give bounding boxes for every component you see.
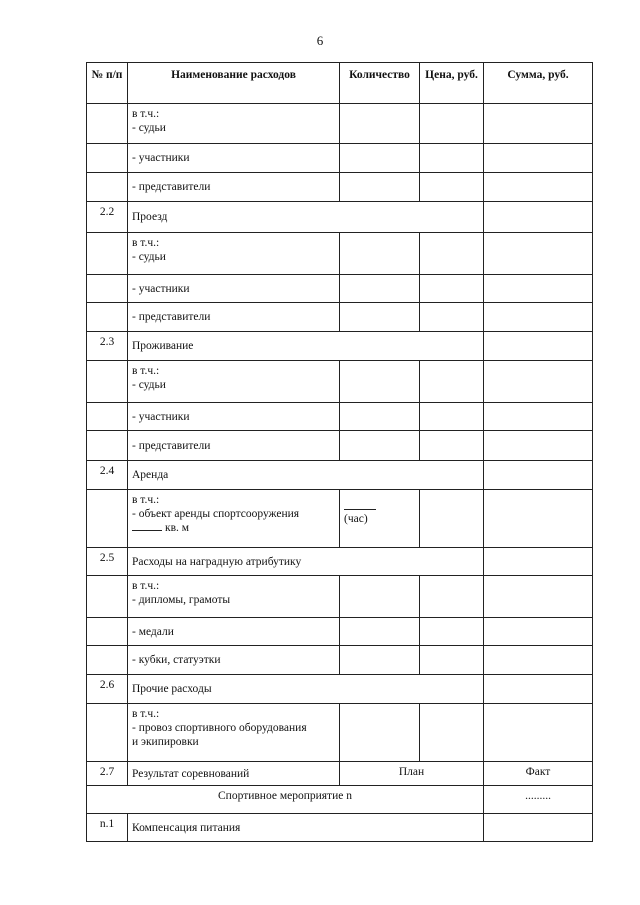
expenses-table bbox=[86, 62, 593, 842]
row-label: в т.ч.: - судьи bbox=[128, 233, 340, 275]
table-row bbox=[87, 361, 593, 403]
row-number: 2.2 bbox=[87, 202, 128, 233]
row-label: - участники bbox=[128, 275, 340, 303]
row-number: 2.6 bbox=[87, 675, 128, 704]
fact-label: Факт bbox=[484, 762, 593, 786]
row-label: в т.ч.: - судьи bbox=[128, 104, 340, 144]
section-title: Аренда bbox=[128, 461, 484, 490]
table-row bbox=[87, 144, 593, 173]
row-label: - участники bbox=[128, 403, 340, 431]
table-row bbox=[87, 576, 593, 618]
table-row bbox=[87, 431, 593, 461]
section-row-2-2 bbox=[87, 202, 593, 233]
section-title: Компенсация питания bbox=[128, 814, 484, 842]
hours-blank bbox=[344, 509, 376, 510]
event-row bbox=[87, 786, 593, 814]
table-header-row bbox=[87, 63, 593, 104]
row-label: - представители bbox=[128, 303, 340, 332]
row-number: 2.4 bbox=[87, 461, 128, 490]
event-title: Спортивное мероприятие n bbox=[87, 786, 484, 814]
header-sum: Сумма, руб. bbox=[484, 63, 593, 104]
row-label: в т.ч.: - дипломы, грамоты bbox=[128, 576, 340, 618]
header-name: Наименование расходов bbox=[128, 63, 340, 104]
row-label: в т.ч.: - провоз спортивного оборудования и экипировки bbox=[128, 704, 340, 762]
table-row bbox=[87, 490, 593, 548]
table-row bbox=[87, 704, 593, 762]
row-label: в т.ч.: - судьи bbox=[128, 361, 340, 403]
row-number: 2.5 bbox=[87, 548, 128, 576]
table-row bbox=[87, 403, 593, 431]
table-row bbox=[87, 618, 593, 646]
table-row bbox=[87, 173, 593, 202]
row-label: - участники bbox=[128, 144, 340, 173]
section-row-2-7 bbox=[87, 762, 593, 786]
table-row bbox=[87, 233, 593, 275]
section-row-2-4 bbox=[87, 461, 593, 490]
header-qty: Количество bbox=[340, 63, 420, 104]
section-row-2-3 bbox=[87, 332, 593, 361]
hours-cell: (час) bbox=[340, 490, 420, 548]
row-label: - кубки, статуэтки bbox=[128, 646, 340, 675]
section-title: Результат соревнований bbox=[128, 762, 340, 786]
table-row bbox=[87, 646, 593, 675]
section-row-2-6 bbox=[87, 675, 593, 704]
section-row-2-5 bbox=[87, 548, 593, 576]
section-title: Прочие расходы bbox=[128, 675, 484, 704]
table-row bbox=[87, 104, 593, 144]
row-number: 2.7 bbox=[87, 762, 128, 786]
row-label: - медали bbox=[128, 618, 340, 646]
table-row bbox=[87, 303, 593, 332]
event-dots: ......... bbox=[484, 786, 593, 814]
section-title: Проживание bbox=[128, 332, 484, 361]
row-label: - представители bbox=[128, 431, 340, 461]
page-number: 6 bbox=[316, 33, 324, 48]
row-label: в т.ч.: - объект аренды спортсооружения кв. м bbox=[128, 490, 340, 548]
row-number: 2.3 bbox=[87, 332, 128, 361]
plan-label: План bbox=[340, 762, 484, 786]
section-row-n-1 bbox=[87, 814, 593, 842]
area-blank bbox=[132, 530, 162, 531]
section-title: Расходы на наградную атрибутику bbox=[128, 548, 484, 576]
header-price: Цена, руб. bbox=[420, 63, 484, 104]
table-row bbox=[87, 275, 593, 303]
section-title: Проезд bbox=[128, 202, 484, 233]
header-num: № п/п bbox=[87, 63, 128, 104]
row-number: n.1 bbox=[87, 814, 128, 842]
row-label: - представители bbox=[128, 173, 340, 202]
